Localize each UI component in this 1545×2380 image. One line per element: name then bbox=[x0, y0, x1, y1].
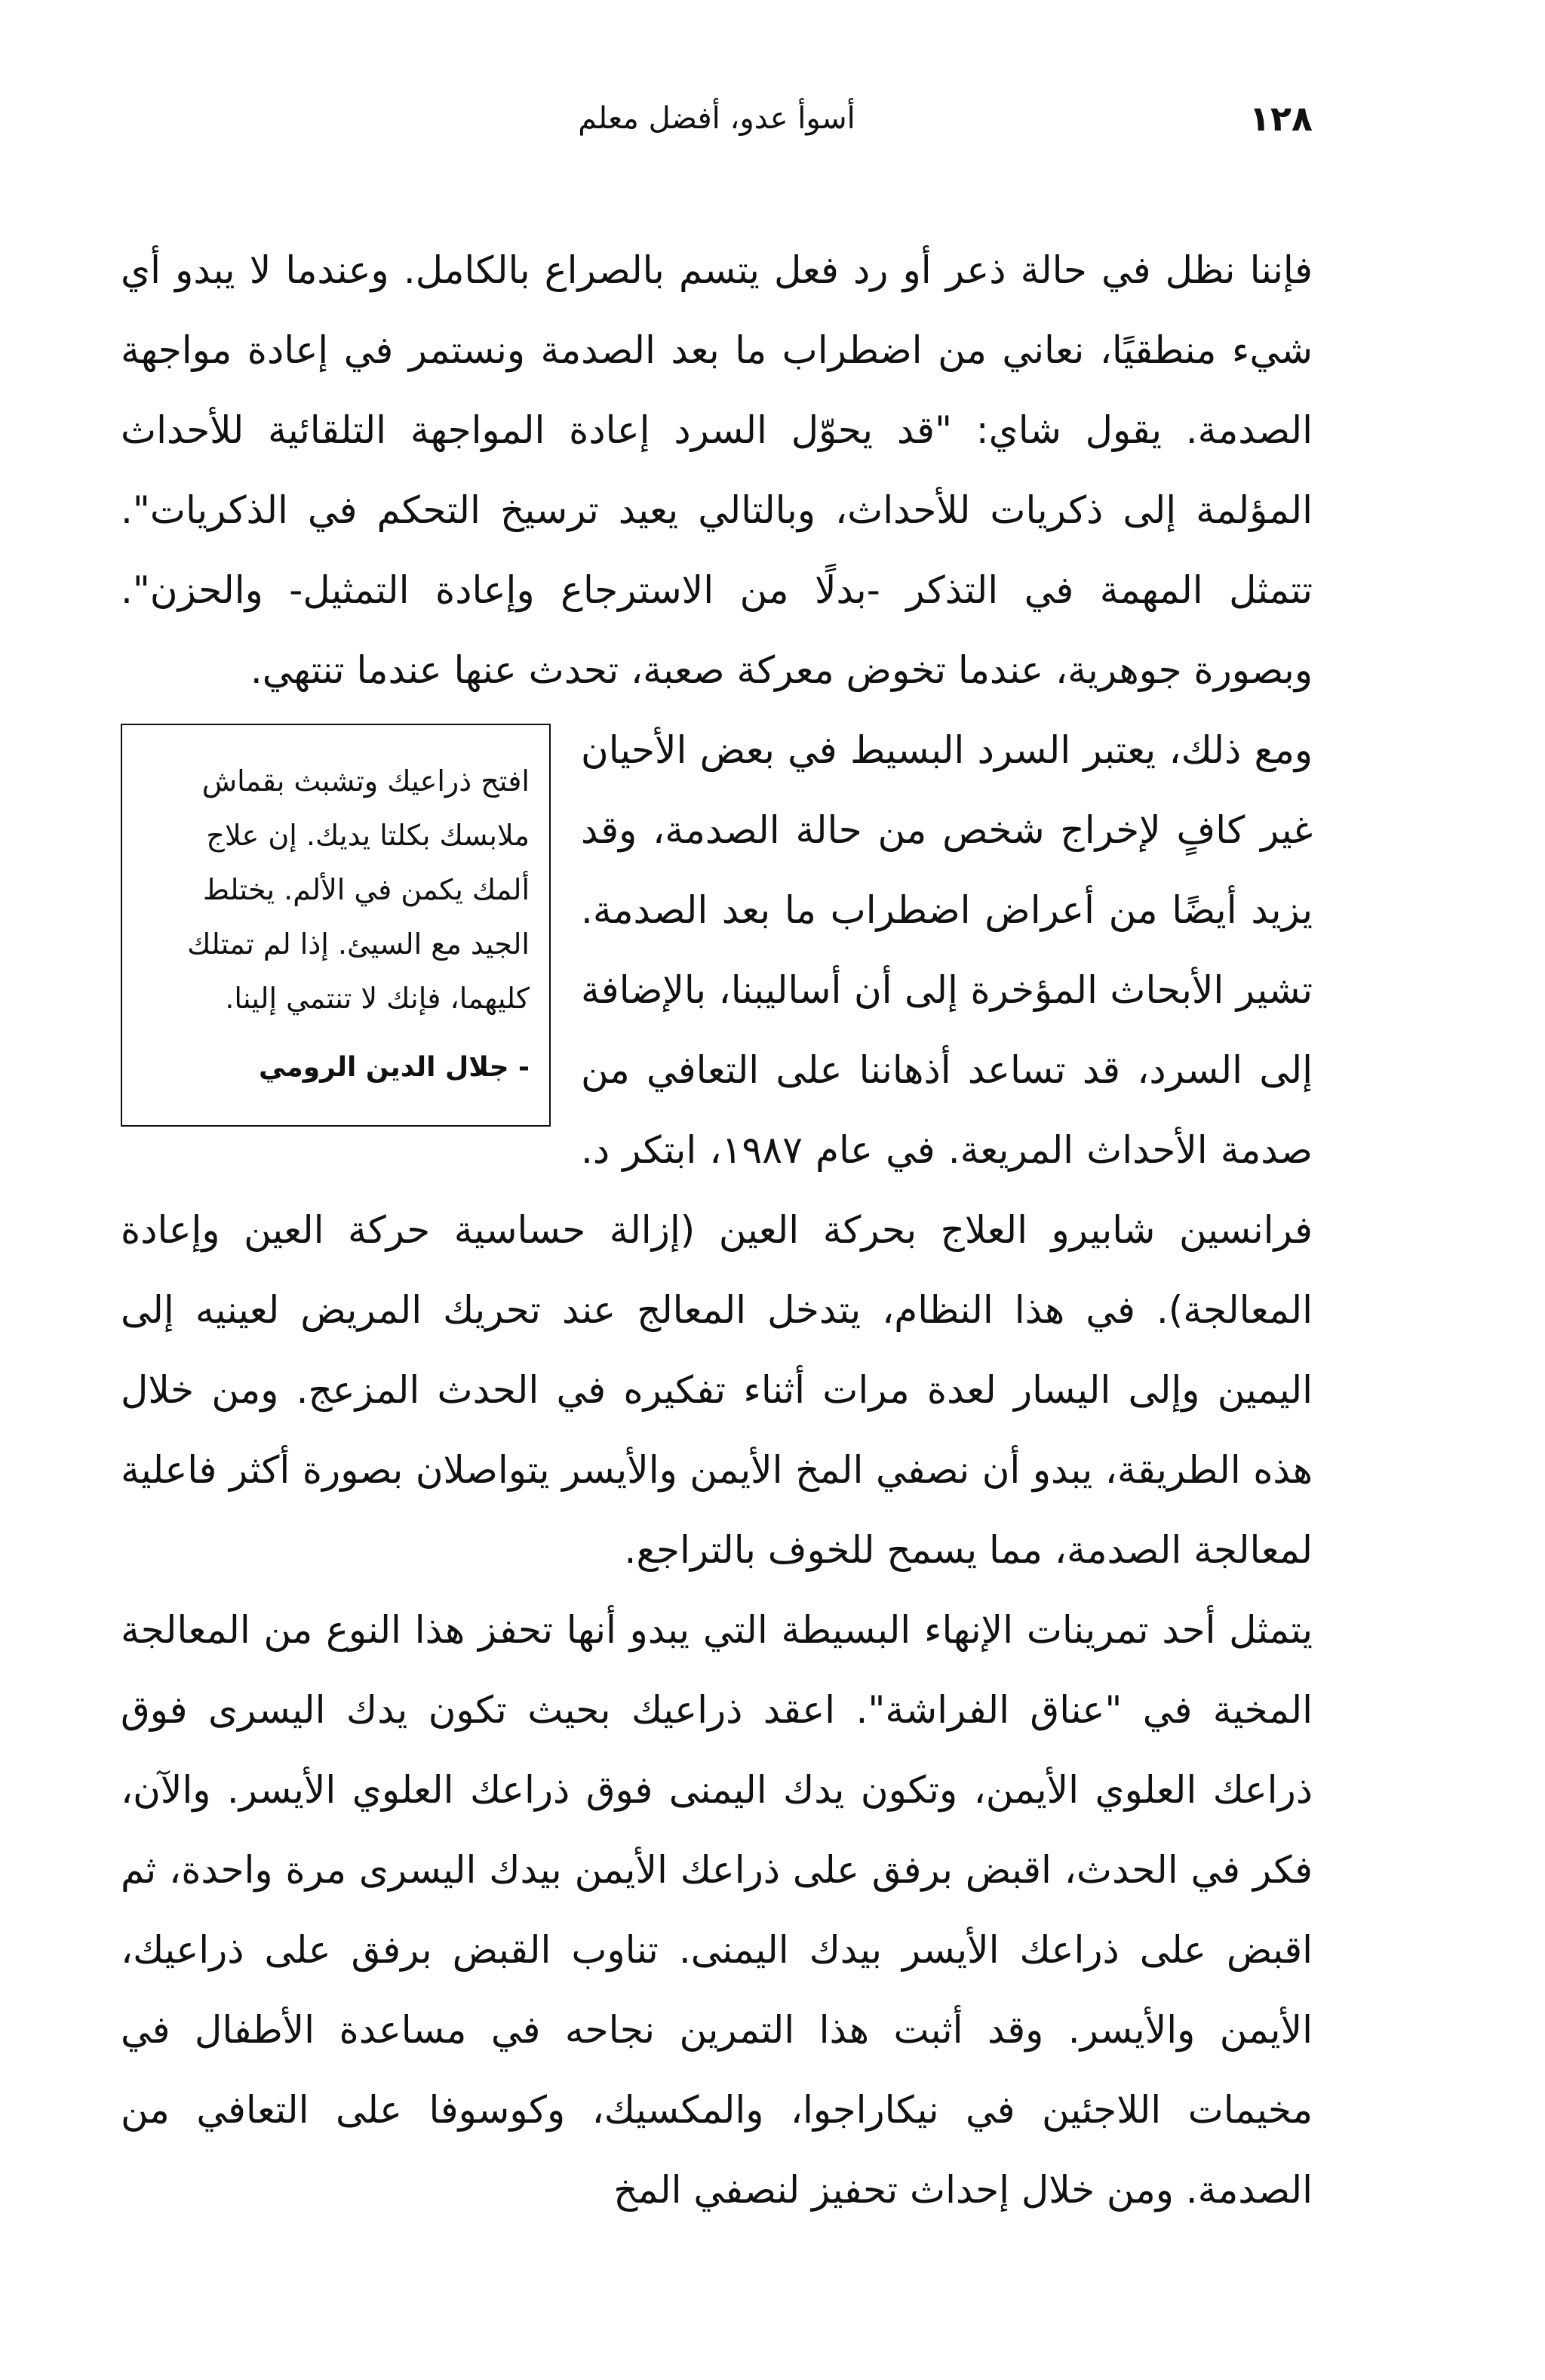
running-title: أسوأ عدو، أفضل معلم bbox=[578, 101, 855, 136]
quote-author: - جلال الدين الرومي bbox=[259, 1052, 530, 1083]
page-header bbox=[121, 98, 1313, 158]
paragraph-1: فإننا نظل في حالة ذعر أو رد فعل يتسم بالصراع بالكامل. وعندما لا يبدو أي شيء منطقيًا، نعاني من اضطراب ما بعد الصدمة ونستمر في إعادة مواجهة الصدمة. يقول شاي: "قد يحوّل السرد إعادة المواجهة التلقائية للأحداث المؤلمة إلى ذكريات للأحداث، وبالتالي يعيد ترسيخ التحكم في الذكريات". تتمثل المهمة في التذكر -بدلًا من الاسترجاع وإعادة التمثيل- والحزن". وبصورة جوهرية، عندما تخوض معركة صعبة، تحدث عنها عندما تنتهي. bbox=[121, 248, 1313, 692]
body-text bbox=[121, 230, 1313, 2230]
page-number: ١٢٨ bbox=[1249, 98, 1313, 139]
quote-text: افتح ذراعيك وتشبث بقماش ملابسك بكلتا يديك. إن علاج ألمك يكمن في الألم. يختلط الجيد مع السيئ. إذا لم تمتلك كليهما، فإنك لا تنتمي إلينا. bbox=[187, 764, 530, 1015]
quote-box bbox=[121, 724, 551, 1127]
paragraph-3: يتمثل أحد تمرينات الإنهاء البسيطة التي يبدو أنها تحفز هذا النوع من المعالجة المخية في "عناق الفراشة". اعقد ذراعيك بحيث تكون يدك اليسرى فوق ذراعك العلوي الأيمن، وتكون يدك اليمنى فوق ذراعك العلوي الأيسر. والآن، فكر في الحدث، اقبض برفق على ذراعك الأيمن بيدك اليسرى مرة واحدة، ثم اقبض على ذراعك الأيسر بيدك اليمنى. تناوب القبض برفق على ذراعيك، الأيمن والأيسر. وقد أثبت هذا التمرين نجاحه في مساعدة الأطفال في مخيمات اللاجئين في نيكاراجوا، والمكسيك، وكوسوفا على التعافي من الصدمة. ومن خلال إحداث تحفيز لنصفي المخ bbox=[121, 1608, 1313, 2212]
paragraph-2: ومع ذلك، يعتبر السرد البسيط في بعض الأحيان غير كافٍ لإخراج شخص من حالة الصدمة، وقد يزيد أيضًا من أعراض اضطراب ما بعد الصدمة. تشير الأبحاث المؤخرة إلى أن أساليبنا، بالإضافة إلى السرد، قد تساعد أذهاننا على التعافي من صدمة الأحداث المريعة. في عام ١٩٨٧، ابتكر د. فرانسين شابيرو العلاج بحركة العين (إزالة حساسية حركة العين وإعادة المعالجة). في هذا النظام، يتدخل المعالج عند تحريك المريض لعينيه إلى اليمين وإلى اليسار لعدة مرات أثناء تفكيره في الحدث المزعج. ومن خلال هذه الطريقة، يبدو أن نصفي المخ الأيمن والأيسر يتواصلان بصورة أكثر فاعلية لمعالجة الصدمة، مما يسمح للخوف بالتراجع. bbox=[121, 728, 1313, 1572]
